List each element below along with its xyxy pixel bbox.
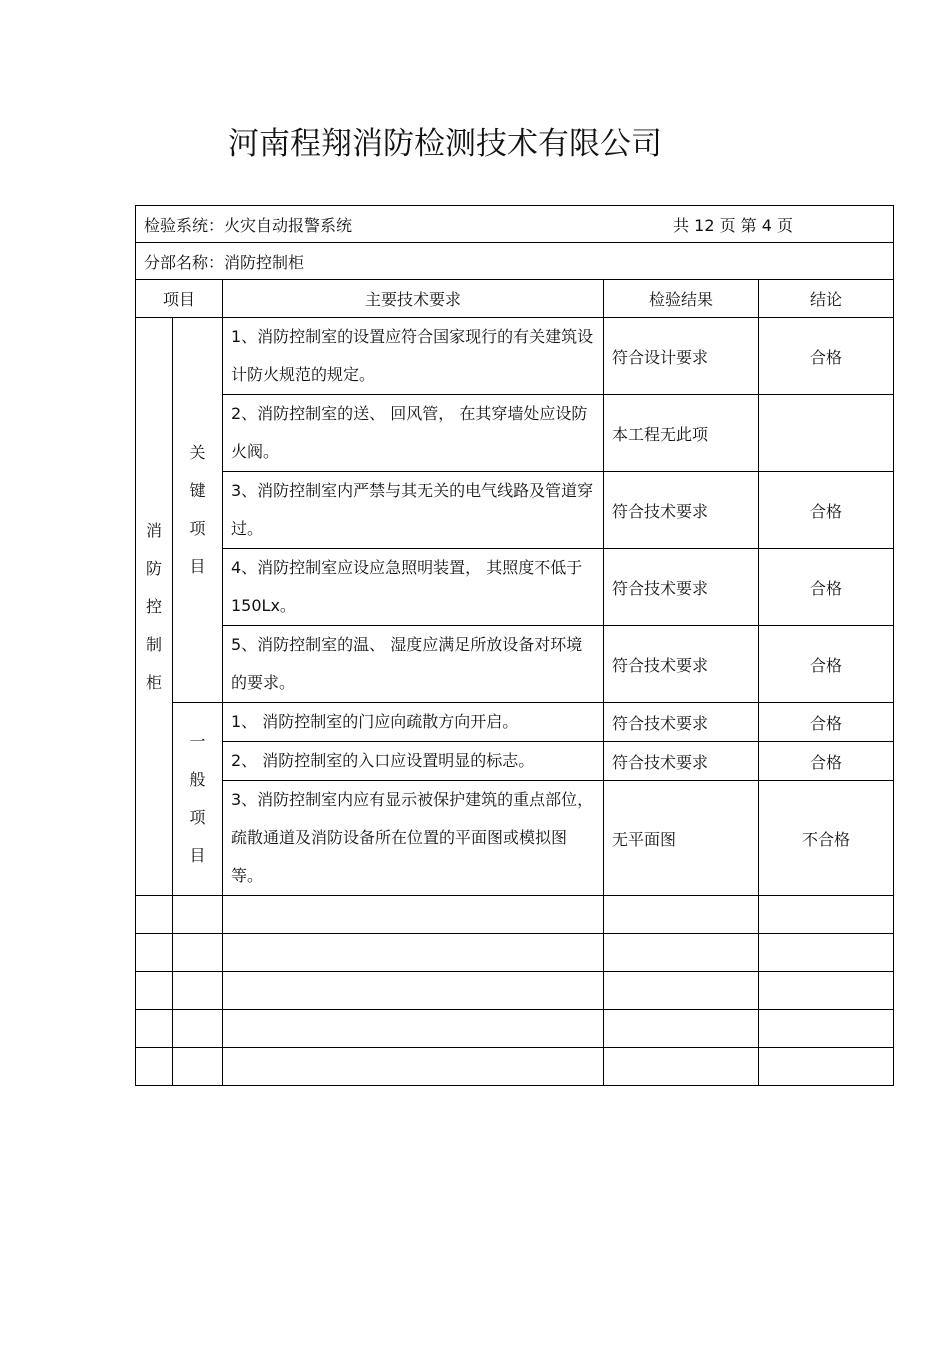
conclusion-cell: 合格: [759, 472, 894, 549]
conclusion-cell: 合格: [759, 549, 894, 626]
part-label: 分部名称：消防控制柜: [144, 252, 305, 272]
table-row: [136, 626, 894, 703]
empty-row: [136, 896, 894, 934]
result-cell: 符合技术要求: [604, 626, 759, 703]
requirement-cell: 3、消防控制室内应有显示被保护建筑的重点部位，疏散通道及消防设备所在位置的平面图或模拟图等。: [223, 781, 604, 896]
group-key-cell: 关键项目: [173, 318, 223, 703]
header-conclusion: 结论: [759, 280, 894, 318]
conclusion-cell: 合格: [759, 626, 894, 703]
empty-row: [136, 1010, 894, 1048]
requirement-cell: 5、消防控制室的温、 湿度应满足所放设备对环境的要求。: [223, 626, 604, 703]
header-requirement: 主要技术要求: [223, 280, 604, 318]
system-label: 检验系统：火灾自动报警系统: [144, 215, 353, 235]
table-row: [136, 742, 894, 781]
table-row: [136, 318, 894, 395]
conclusion-cell: 合格: [759, 318, 894, 395]
conclusion-cell: 合格: [759, 742, 894, 781]
category-cell: 消防控制柜: [136, 318, 173, 896]
requirement-cell: 4、消防控制室应设应急照明装置， 其照度不低于 150Lx。: [223, 549, 604, 626]
system-info-cell: [136, 206, 894, 243]
header-row: [136, 280, 894, 318]
result-cell: 符合设计要求: [604, 318, 759, 395]
result-cell: 无平面图: [604, 781, 759, 896]
inspection-table: [135, 205, 894, 1086]
empty-row: [136, 934, 894, 972]
requirement-cell: 2、 消防控制室的入口应设置明显的标志。: [223, 742, 604, 781]
part-info-cell: [136, 243, 894, 280]
page-title: 河南程翔消防检测技术有限公司: [228, 126, 662, 162]
conclusion-cell: 不合格: [759, 781, 894, 896]
header-result: 检验结果: [604, 280, 759, 318]
table-row: [136, 781, 894, 896]
table-row: [136, 549, 894, 626]
requirement-cell: 1、消防控制室的设置应符合国家现行的有关建筑设计防火规范的规定。: [223, 318, 604, 395]
requirement-cell: 1、 消防控制室的门应向疏散方向开启。: [223, 703, 604, 742]
result-cell: 符合技术要求: [604, 472, 759, 549]
empty-row: [136, 1048, 894, 1086]
table-row: [136, 703, 894, 742]
page-info: 共 12 页 第 4 页: [673, 215, 794, 235]
table-row: [136, 395, 894, 472]
result-cell: 符合技术要求: [604, 549, 759, 626]
result-cell: 本工程无此项: [604, 395, 759, 472]
requirement-cell: 3、消防控制室内严禁与其无关的电气线路及管道穿过。: [223, 472, 604, 549]
header-item: 项目: [136, 280, 223, 318]
conclusion-cell: [759, 395, 894, 472]
conclusion-cell: 合格: [759, 703, 894, 742]
empty-row: [136, 972, 894, 1010]
requirement-cell: 2、消防控制室的送、 回风管， 在其穿墙处应设防火阀。: [223, 395, 604, 472]
result-cell: 符合技术要求: [604, 742, 759, 781]
table-row: [136, 472, 894, 549]
group-general-cell: 一般项目: [173, 703, 223, 896]
result-cell: 符合技术要求: [604, 703, 759, 742]
